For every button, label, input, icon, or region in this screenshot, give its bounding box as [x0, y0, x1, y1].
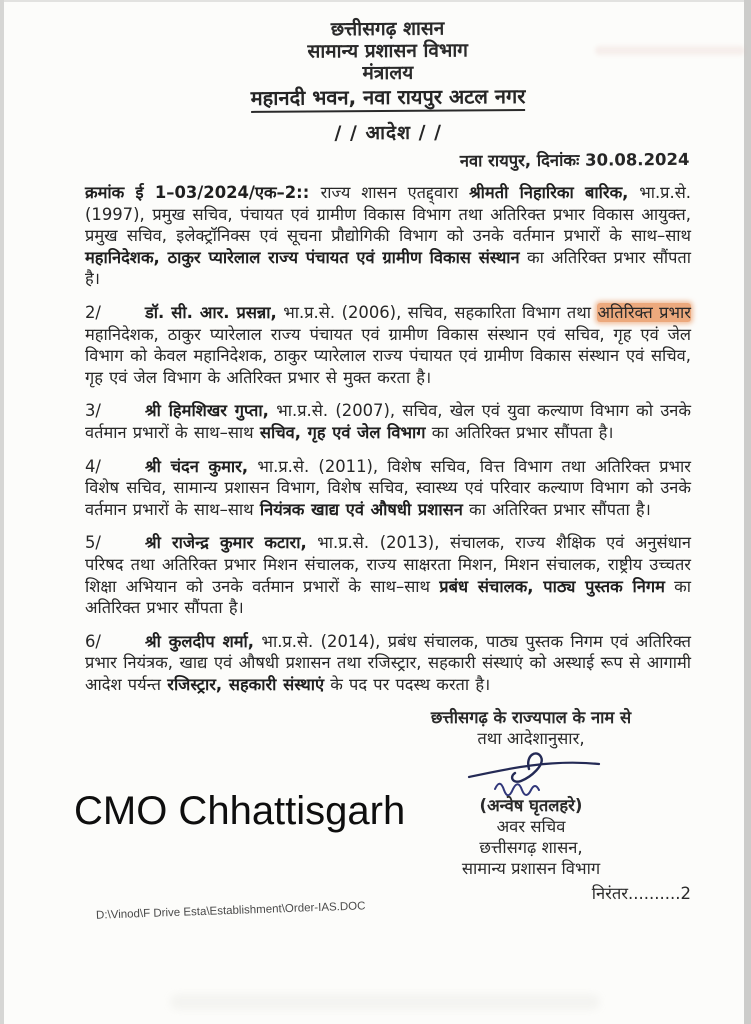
signature-block [371, 707, 691, 879]
paragraph-number: 6/ [85, 631, 101, 651]
text-segment: क्रमांक ई 1–03/2024/एक–2:: [85, 183, 321, 202]
text-segment: प्रबंध संचालक, पाठ्य पुस्तक निगम [439, 576, 665, 596]
text-segment: श्री हिमशिखर गुप्ता, [145, 401, 269, 421]
order-paragraphs [85, 182, 691, 695]
text-segment: भा.प्र.से. (1997), प्रमुख सचिव, पंचायत एवं ग्रामीण विकास विभाग तथा अतिरिक्त प्रभार विकास आयुक्त, प्रमुख सचिव, इलेक्ट्रॉनिक्स एवं सूचना प्रौद्योगिकी विभाग को उनके वर्तमान प्रभारों के साथ–साथ [85, 183, 692, 246]
text-segment: का अतिरिक्त प्रभार सौंपता है। [425, 422, 614, 442]
text-segment: महानिदेशक, ठाकुर प्यारेलाल राज्य पंचायत एवं ग्रामीण विकास संस्थान एवं सचिव, गृह एवं जेल विभाग को केवल महानिदेशक, ठाकुर प्यारेलाल राज्य पंचायत एवं ग्रामीण विकास संस्थान एवं सचिव, गृह एवं जेल विभाग के अतिरिक्त प्रभार से मुक्त करता है। [85, 324, 691, 387]
order-paragraph-3 [85, 400, 691, 443]
document-content [85, 18, 691, 904]
signatory-org: छत्तीसगढ़ शासन, [479, 838, 583, 858]
signatory-dept: सामान्य प्रशासन विभाग [461, 859, 601, 879]
paragraph-number: 4/ [85, 456, 101, 476]
header-address-row [85, 82, 691, 114]
text-segment: सचिव, गृह एवं जेल विभाग [259, 422, 426, 442]
continuation-note: निरंतर..........2 [591, 884, 691, 904]
text-segment: भा.प्र.से. (2011), विशेष सचिव, वित्त विभाग तथा अतिरिक्त प्रभार विशेष सचिव, सामान्य प्रशासन विभाग, विशेष सचिव, स्वास्थ्य एवं परिवार कल्याण विभाग को उनके वर्तमान प्रभारों के साथ–साथ [85, 456, 691, 519]
header-ministry: मंत्रालय [362, 61, 414, 85]
text-segment: महानिदेशक, ठाकुर प्यारेलाल राज्य पंचायत एवं ग्रामीण विकास संस्थान [85, 247, 520, 267]
header-department: सामान्य प्रशासन विभाग [307, 39, 468, 63]
text-segment: नियंत्रक खाद्य एवं औषधी प्रशासन [259, 499, 463, 519]
paragraph-number: 3/ [85, 401, 101, 421]
header-address: महानदी भवन, नवा रायपुर अटल नगर [251, 84, 526, 113]
text-segment: श्री राजेन्द्र कुमार कटारा, [145, 533, 307, 553]
document-header [84, 16, 691, 174]
order-paragraph-6 [85, 631, 691, 696]
text-segment: भा.प्र.से. (2006), सचिव, सहकारिता विभाग तथा [276, 302, 598, 322]
signatory-name: (अन्वेष घृतलहरे) [479, 796, 583, 816]
place-date-line: नवा रायपुर, दिनांकः 30.08.2024 [459, 149, 690, 171]
paragraph-number: 5/ [85, 533, 101, 553]
order-title: / / आदेश / / [334, 121, 443, 145]
paragraph-number: 2/ [85, 302, 101, 322]
order-paragraph-1 [85, 182, 691, 290]
scan-ghosting [170, 994, 600, 1010]
order-paragraph-2 [85, 302, 691, 388]
text-segment: भा.प्र.से. (2014), प्रबंध संचालक, पाठ्य पुस्तक निगम एवं अतिरिक्त प्रभार नियंत्रक, खाद्य एवं औषधी प्रशासन तथा रजिस्ट्रार, सहकारी संस्थाएं को अस्थाई रूप से आगामी आदेश पर्यन्त [85, 631, 691, 694]
handwritten-signature-icon [451, 747, 611, 801]
signatory-designation: अवर सचिव [496, 817, 566, 837]
authority-line-2: तथा आदेशानुसार, [477, 729, 585, 749]
text-segment: का अतिरिक्त प्रभार सौंपता है। [462, 499, 651, 519]
text-segment: रजिस्ट्रार, सहकारी संस्थाएं [167, 674, 325, 694]
order-paragraph-5 [85, 532, 691, 618]
order-paragraph-4 [85, 456, 691, 521]
text-segment: श्री कुलदीप शर्मा, [145, 631, 255, 651]
header-government: छत्तीसगढ़ शासन [330, 17, 445, 41]
text-segment: श्री चंदन कुमार, [145, 456, 249, 476]
text-segment: श्रीमती निहारिका बारिक, [469, 183, 629, 202]
file-path-footer: D:\Vinod\F Drive Esta\Establishment\Order-IAS.DOC [95, 900, 366, 922]
cmo-watermark: CMO Chhattisgarh [74, 789, 406, 833]
text-segment: राज्य शासन एतद्द्वारा [320, 183, 470, 202]
text-segment: का अतिरिक्त प्रभार सौंपता है। [85, 576, 691, 618]
text-segment: भा.प्र.से. (2013), संचालक, राज्य शैक्षिक एवं अनुसंधान परिषद तथा अतिरिक्त प्रभार मिशन संचालक, राज्य साक्षरता मिशन, मिशन संचालक, राष्ट्रीय उच्चतर शिक्षा अभियान को उनके वर्तमान प्रभारों के साथ–साथ [85, 533, 691, 596]
text-segment: डॉ. सी. आर. प्रसन्ना, [145, 302, 277, 322]
text-segment: के पद पर पदस्थ करता है। [324, 674, 491, 694]
highlighted-text: अतिरिक्त प्रभार [597, 302, 691, 322]
authority-line-1: छत्तीसगढ़ के राज्यपाल के नाम से [430, 708, 632, 728]
text-segment: का अतिरिक्त प्रभार सौंपता है। [85, 247, 691, 289]
text-segment: भा.प्र.से. (2007), सचिव, खेल एवं युवा कल्याण विभाग को उनके वर्तमान प्रभारों के साथ–साथ [85, 401, 691, 442]
